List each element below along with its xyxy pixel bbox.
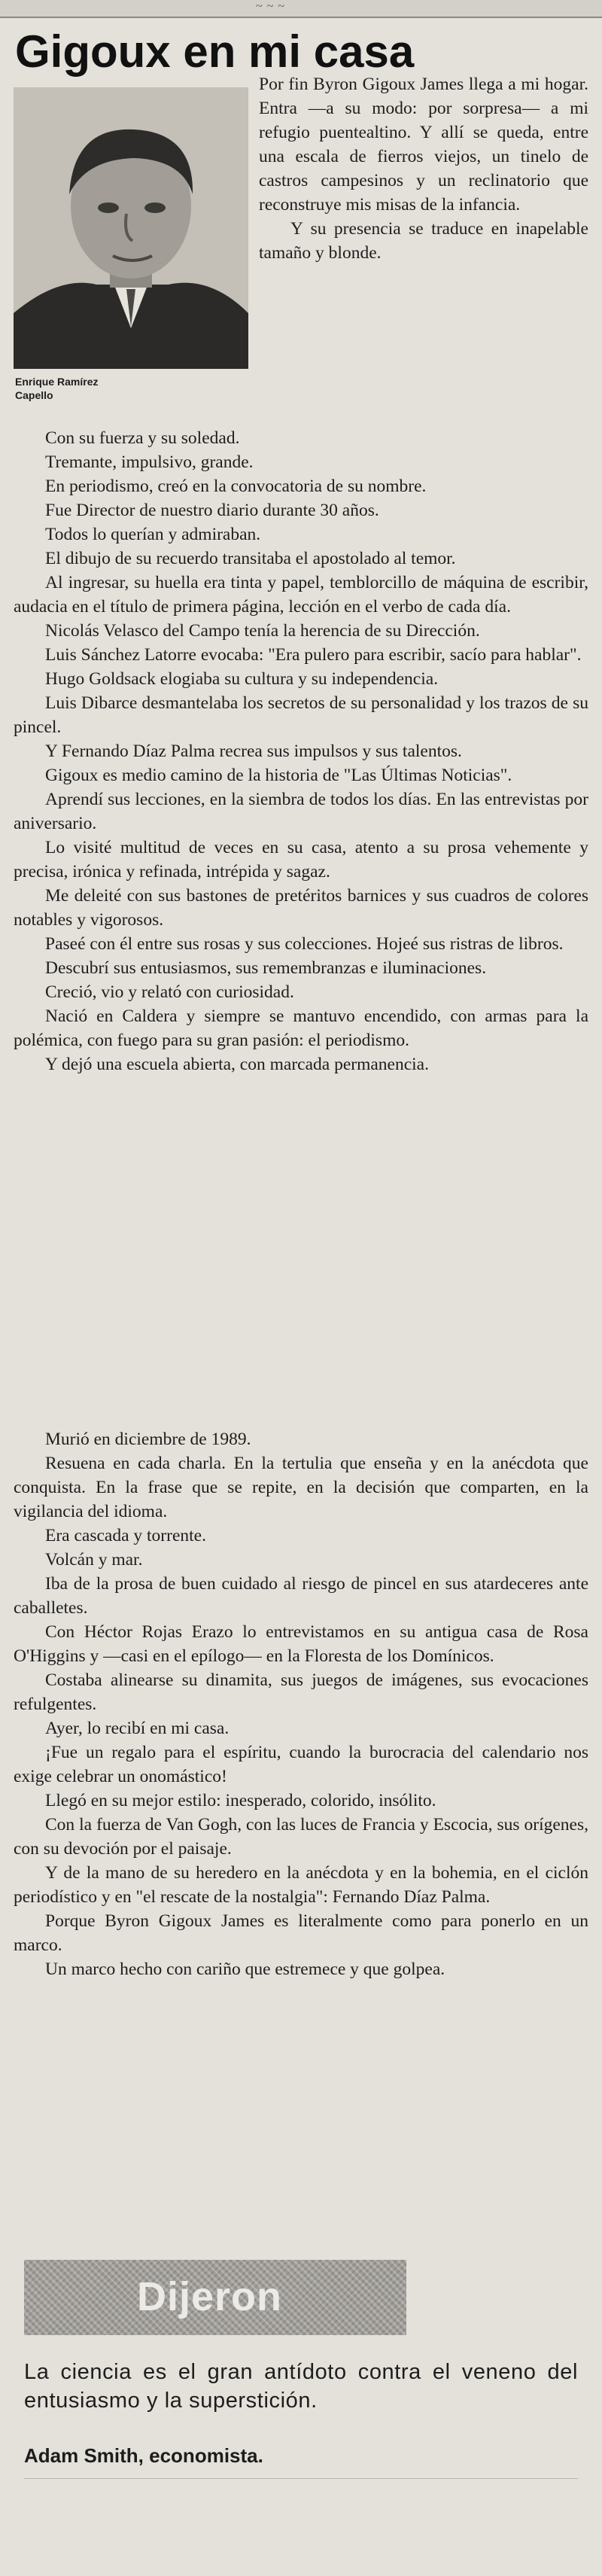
- body-paragraph: Me deleité con sus bastones de pretéritos barnices y sus cuadros de colores notables y vigorosos.: [14, 886, 588, 930]
- lead-paragraph: Por fin Byron Gigoux James llega a mi hogar. Entra —a su modo: por sorpresa— a mi refugio puentealtino. Y allí se queda, entre una escala de fierros viejos, un tinelo de castros campesinos y un reclinatorio que reconstruye mis misas de la infancia.: [259, 75, 588, 215]
- closing-paragraph: Costaba alinearse su dinamita, sus juegos de imágenes, sus evocaciones refulgentes.: [14, 1670, 588, 1714]
- body-paragraph: Tremante, impulsivo, grande.: [45, 452, 254, 472]
- closing-paragraph: Porque Byron Gigoux James es literalmente como para ponerlo en un marco.: [14, 1911, 588, 1955]
- quote-author: Adam Smith, economista.: [24, 2444, 263, 2467]
- body-paragraph: Luis Dibarce desmantelaba los secretos de su personalidad y los trazos de su pincel.: [14, 693, 588, 737]
- closing-paragraph: Iba de la prosa de buen cuidado al riesgo de pincel en sus atardeceres ante caballetes.: [14, 1574, 588, 1618]
- article-closing: [14, 1427, 588, 1981]
- body-paragraph: Paseé con él entre sus rosas y sus colecciones. Hojeé sus ristras de libros.: [45, 934, 564, 954]
- caption-line-1: Enrique Ramírez: [15, 376, 99, 388]
- body-paragraph: El dibujo de su recuerdo transitaba el apostolado al temor.: [45, 549, 456, 568]
- body-paragraph: Gigoux es medio camino de la historia de "Las Últimas Noticias".: [45, 766, 512, 785]
- body-paragraph: Y dejó una escuela abierta, con marcada permanencia.: [45, 1055, 429, 1074]
- body-paragraph: Creció, vio y relató con curiosidad.: [45, 982, 294, 1002]
- closing-paragraph: Ayer, lo recibí en mi casa.: [45, 1719, 230, 1738]
- body-paragraph: Nicolás Velasco del Campo tenía la herencia de su Dirección.: [45, 621, 480, 641]
- body-paragraph: En periodismo, creó en la convocatoria de su nombre.: [45, 477, 427, 496]
- closing-paragraph: Y de la mano de su heredero en la anécdota y en la bohemia, en el ciclón periodístico y en "el rescate de la nostalgia": Fernando Díaz Palma.: [14, 1863, 588, 1907]
- closing-paragraph: Murió en diciembre de 1989.: [45, 1430, 251, 1449]
- article-title: Gigoux en mi casa: [15, 26, 415, 77]
- body-paragraph: Con su fuerza y su soledad.: [45, 428, 240, 448]
- article-body: [14, 426, 588, 1076]
- body-paragraph: Y Fernando Díaz Palma recrea sus impulsos y sus talentos.: [45, 741, 462, 761]
- dijeron-label: Dijeron: [137, 2274, 283, 2319]
- closing-paragraph: Resuena en cada charla. En la tertulia que enseña y en la anécdota que conquista. En la frase que se repite, en la decisión que comparten, en la vigilancia del idioma.: [14, 1454, 588, 1521]
- body-paragraph: Nació en Caldera y siempre se mantuvo encendido, con armas para la polémica, con fuego para su gran pasión: el periodismo.: [14, 1006, 588, 1050]
- body-paragraph: Luis Sánchez Latorre evocaba: "Era pulero para escribir, sacío para hablar".: [45, 645, 582, 665]
- photo-caption: [15, 375, 196, 402]
- caption-line-2: Capello: [15, 389, 53, 401]
- body-paragraph: Descubrí sus entusiasmos, sus remembranzas e iluminaciones.: [45, 958, 487, 978]
- quote-text: La ciencia es el gran antídoto contra el veneno del entusiasmo y la superstición.: [24, 2360, 578, 2413]
- closing-paragraph: Volcán y mar.: [45, 1550, 143, 1570]
- body-paragraph: Hugo Goldsack elogiaba su cultura y su independencia.: [45, 669, 439, 689]
- lead-column: [259, 72, 588, 265]
- body-paragraph: Fue Director de nuestro diario durante 30 años.: [45, 501, 379, 520]
- closing-paragraph: Con la fuerza de Van Gogh, con las luces de Francia y Escocia, sus orígenes, con su devoción por el paisaje.: [14, 1815, 588, 1859]
- closing-paragraph: Con Héctor Rojas Erazo lo entrevistamos en su antigua casa de Rosa O'Higgins y —casi en el epílogo— en la Floresta de los Domínicos.: [14, 1622, 588, 1666]
- author-photo: [14, 87, 248, 369]
- closing-paragraph: Era cascada y torrente.: [45, 1526, 206, 1545]
- body-paragraph: Lo visité multitud de veces en su casa, atento a su prosa vehemente y precisa, irónica y refinada, intrépida y sagaz.: [14, 838, 588, 882]
- body-paragraph: Todos lo querían y admiraban.: [45, 525, 261, 544]
- lead-paragraph: Y su presencia se traduce en inapelable tamaño y blonde.: [259, 219, 588, 263]
- portrait-image: [14, 87, 248, 369]
- body-paragraph: Al ingresar, su huella era tinta y papel, temblorcillo de máquina de escribir, audacia en el título de primera página, lección en el verbo de cada día.: [14, 573, 588, 617]
- body-paragraph: Aprendí sus lecciones, en la siembra de todos los días. En las entrevistas por aniversario.: [14, 790, 588, 833]
- closing-paragraph: Llegó en su mejor estilo: inesperado, colorido, insólito.: [45, 1791, 436, 1810]
- bottom-rule: [24, 2478, 578, 2479]
- closing-paragraph: Un marco hecho con cariño que estremece y que golpea.: [45, 1959, 445, 1979]
- previous-article-strip: [0, 0, 602, 18]
- strip-text: ~ ~ ~: [256, 0, 285, 13]
- closing-paragraph: ¡Fue un regalo para el espíritu, cuando la burocracia del calendario nos exige celebrar un onomástico!: [14, 1743, 588, 1786]
- dijeron-banner: [24, 2260, 406, 2335]
